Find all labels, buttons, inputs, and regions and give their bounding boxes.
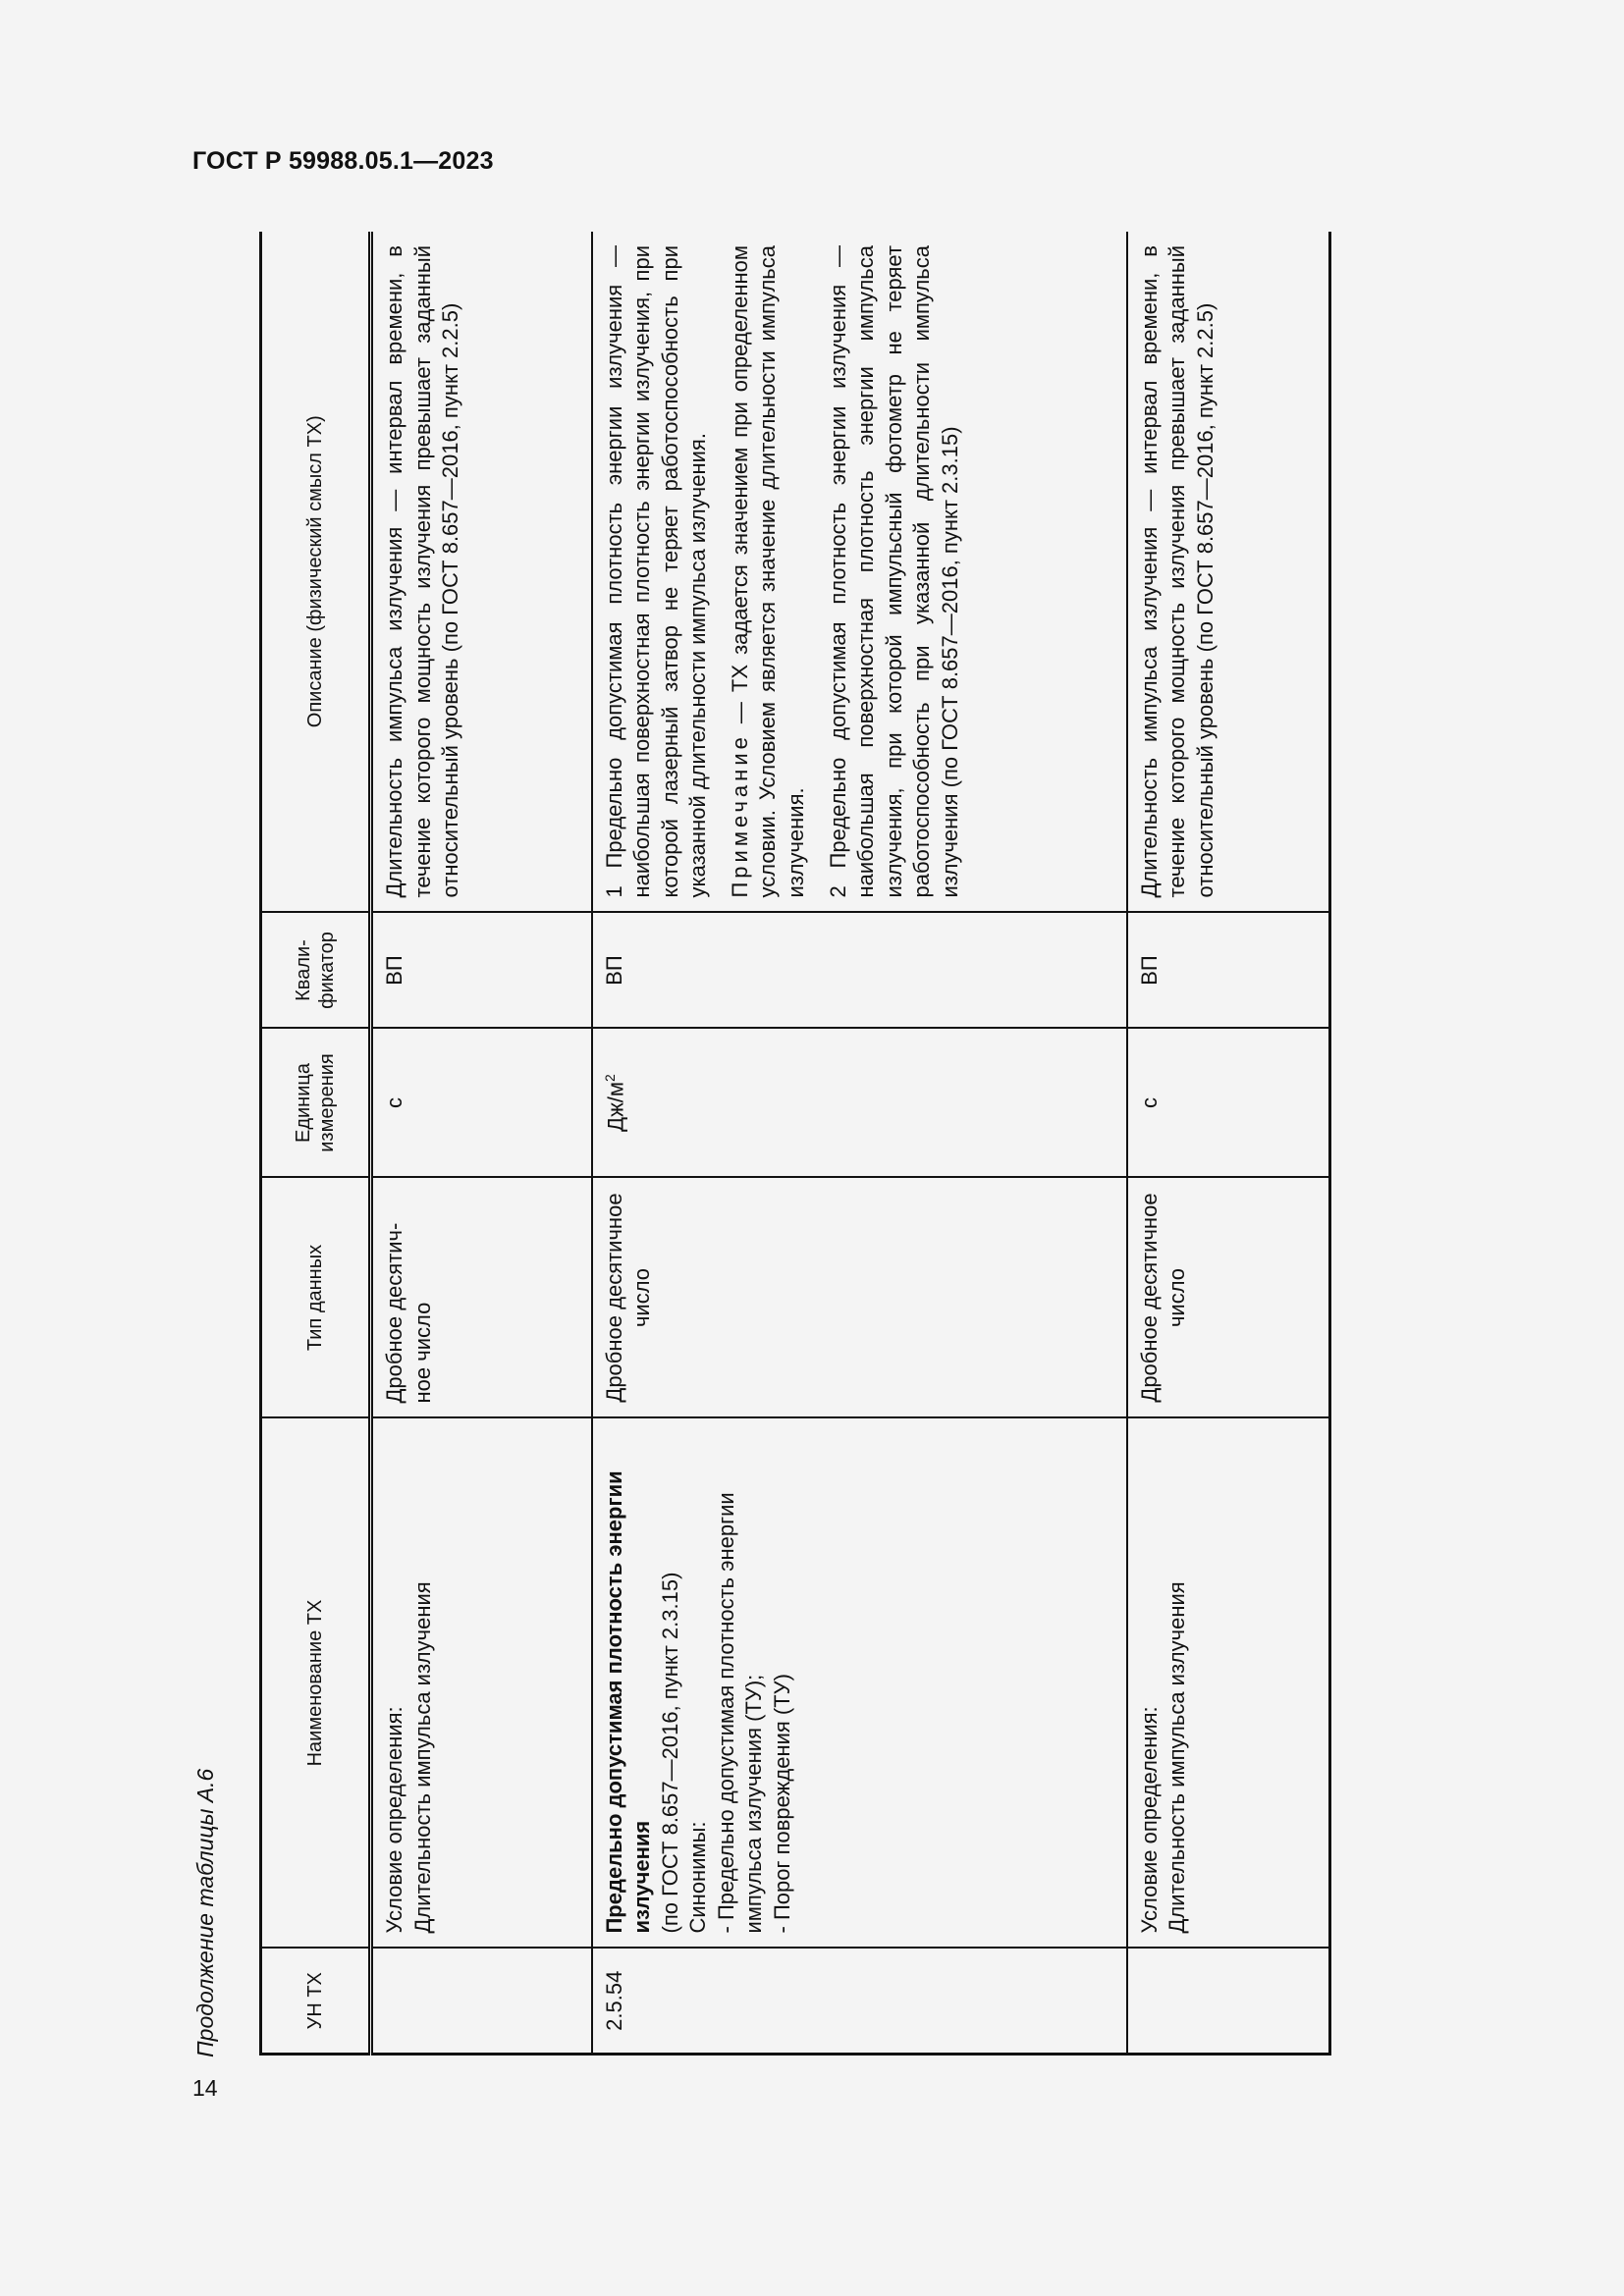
condition-value: Длительность импульса излучения: [409, 1581, 435, 1934]
col-header-type: Тип данных: [261, 1178, 371, 1418]
cell-description: Длительность импульса излучения — интервал времени, в течение которого мощность излучения превышает заданный относительный уровень (по ГОСТ 8.657—2016, пункт 2.2.5): [371, 232, 592, 913]
table-header-row: [261, 232, 371, 2055]
cell-name: [592, 1418, 1127, 1949]
cell-unit: с: [371, 1029, 592, 1178]
table-row: [1127, 232, 1330, 2055]
note-text: — ТХ задается значением при определенном условии. Условием является значение длительности импульса излучения.: [727, 245, 809, 898]
definition-paragraph: 1 Предельно допустимая плотность энергии излучения — наибольшая поверхностная плотность энергии излучения, при которой лазерный затвор не теряет работоспособность при указанной длительности импульса излучения.: [601, 245, 711, 898]
col-header-name: Наименование ТХ: [261, 1418, 371, 1949]
document-header: ГОСТ Р 59988.05.1—2023: [192, 147, 494, 175]
col-header-unit: Единица измерения: [261, 1029, 371, 1178]
unit-base: Дж/м: [602, 1081, 627, 1132]
synonym-item: - Порог повреждения (ТУ): [770, 1674, 795, 1934]
cell-qualifier: ВП: [371, 913, 592, 1029]
col-header-description: Описание (физический смысл ТХ): [261, 232, 371, 913]
cell-description: Длительность импульса излучения — интервал времени, в течение которого мощность излучения превышает заданный относительный уровень (по ГОСТ 8.657—2016, пункт 2.2.5): [1127, 232, 1330, 913]
cell-un: [371, 1949, 592, 2055]
cell-type: Дробное десятичное число: [1127, 1178, 1330, 1418]
cell-qualifier: ВП: [1127, 913, 1330, 1029]
col-header-un: УН ТХ: [261, 1949, 371, 2055]
cell-description: [592, 232, 1127, 913]
page-number: 14: [192, 2075, 218, 2101]
table-continuation-caption: Продолжение таблицы А.6: [192, 1768, 218, 2057]
note-label: Примечание: [727, 733, 752, 898]
synonyms-label: Синонимы:: [685, 1821, 711, 1934]
characteristics-table: [259, 232, 1331, 2056]
cell-type: Дробное десятич-ное число: [371, 1178, 592, 1418]
table-container: [259, 232, 1331, 2056]
characteristic-reference: (по ГОСТ 8.657—2016, пункт 2.3.15): [657, 1572, 682, 1934]
cell-type: Дробное десятичное число: [592, 1178, 1127, 1418]
cell-un: 2.5.54: [592, 1949, 1127, 2055]
synonym-item: - Предельно допустимая плотность энергии импульса излучения (ТУ);: [713, 1492, 767, 1934]
col-header-qualifier: Квали-фикатор: [261, 913, 371, 1029]
table-row: [371, 232, 592, 2055]
definition-paragraph: 2 Предельно допустимая плотность энергии излучения — наибольшая поверхностная плотность энергии импульса излучения, при которой импульсный фотометр не теряет работоспособность при указанной длительности импульса излучения (по ГОСТ 8.657—2016, пункт 2.3.15): [825, 245, 963, 898]
cell-name: [371, 1418, 592, 1949]
cell-name: [1127, 1418, 1330, 1949]
characteristic-title: Предельно допустимая плотность энергии излучения: [601, 1470, 655, 1934]
table-row: [592, 232, 1127, 2055]
cell-unit: с: [1127, 1029, 1330, 1178]
note-paragraph: [727, 245, 811, 898]
cell-un: [1127, 1949, 1330, 2055]
cell-qualifier: ВП: [592, 913, 1127, 1029]
condition-value: Длительность импульса излучения: [1164, 1581, 1190, 1934]
cell-unit: [592, 1029, 1127, 1178]
unit-exponent: 2: [601, 1074, 618, 1082]
condition-label: Условие определения:: [1136, 1706, 1162, 1934]
condition-label: Условие определения:: [382, 1706, 406, 1934]
